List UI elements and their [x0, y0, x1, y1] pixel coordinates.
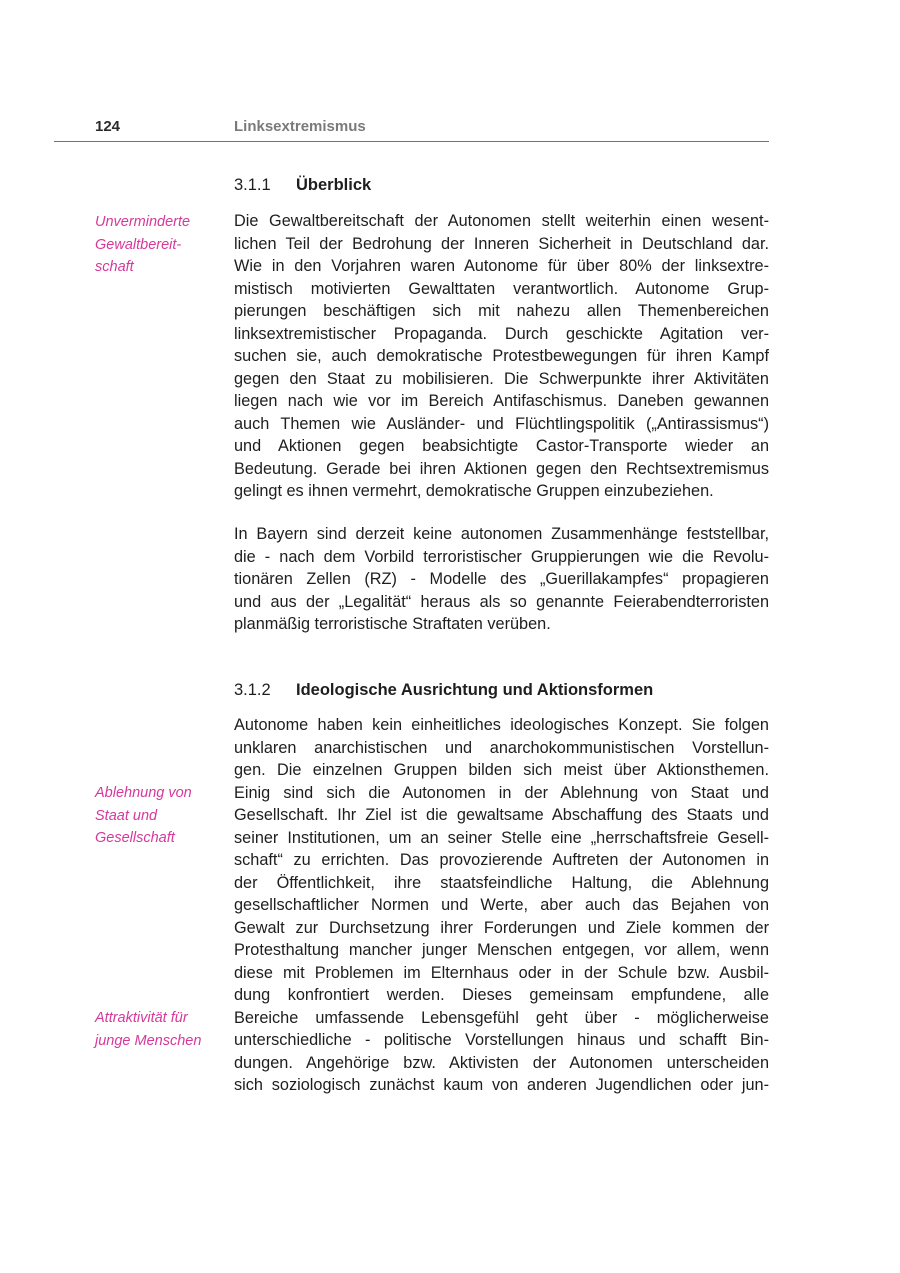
margin-note-line: Gesellschaft	[95, 830, 175, 846]
paragraph-overview-1	[234, 210, 769, 503]
text-line: gen. Die einzelnen Gruppen bilden sich meist über Aktionsthemen.	[234, 761, 769, 779]
text-line: auch Themen wie Ausländer- und Flüchtlingspolitik („Antirassismus“)	[234, 414, 769, 433]
margin-note-gewaltbereitschaft	[95, 211, 220, 279]
margin-note-line: Gewaltbereit-	[95, 236, 182, 253]
page-number: 124	[95, 118, 121, 135]
text-line: Die Gewaltbereitschaft der Autonomen stellt weiterhin einen wesent-	[234, 212, 769, 230]
paragraph-ideology-1	[234, 714, 769, 1097]
section-title: Überblick	[296, 176, 372, 194]
section-heading-ideology	[234, 681, 653, 700]
section-number: 3.1.1	[234, 176, 271, 194]
text-line: Autonome haben kein einheitliches ideologisches Konzept. Sie folgen	[234, 716, 769, 734]
text-line: schaft“ zu errichten. Das provozierende Auftreten der Autonomen in	[234, 851, 769, 869]
text-line: Einig sind sich die Autonomen in der Ablehnung von Staat und	[234, 783, 769, 802]
margin-note-ablehnung	[95, 782, 220, 850]
text-line: liegen nach wie vor im Bereich Antifaschismus. Daneben gewannen	[234, 392, 769, 410]
margin-note-line: Staat und	[95, 807, 158, 824]
text-line: planmäßig terroristische Straftaten verüben.	[234, 615, 551, 633]
margin-note-line: schaft	[95, 259, 134, 275]
text-line: Protesthaltung mancher junger Menschen entgegen, vor allem, wenn	[234, 941, 769, 959]
text-line: unterschiedliche - politische Vorstellungen hinaus und schafft Bin-	[234, 1031, 769, 1049]
text-line: pierungen beschäftigen sich mit nahezu allen Themenbereichen	[234, 302, 769, 320]
text-line: suchen sie, auch demokratische Protestbewegungen für ihren Kampf	[234, 347, 769, 365]
text-line: In Bayern sind derzeit keine autonomen Zusammenhänge feststellbar,	[234, 525, 769, 543]
margin-note-line: Unverminderte	[95, 214, 191, 230]
text-line: dung konfrontiert werden. Dieses gemeinsam empfundene, alle	[234, 986, 769, 1004]
paragraph-overview-2	[234, 523, 769, 636]
margin-note-line: Attraktivität für	[95, 1010, 188, 1026]
section-title: Ideologische Ausrichtung und Aktionsformen	[296, 681, 654, 699]
text-line: sich soziologisch zunächst kaum von anderen Jugendlichen oder jun-	[234, 1076, 769, 1094]
text-line: gesellschaftlicher Normen und Werte, aber auch das Bejahen von	[234, 896, 769, 914]
text-line: seiner Institutionen, um an seiner Stelle eine „herrschaftsfreie Gesell-	[234, 828, 769, 847]
text-line: Gewalt zur Durchsetzung ihrer Forderungen und Ziele kommen der	[234, 918, 769, 937]
text-line: dungen. Angehörige bzw. Aktivisten der Autonomen unterscheiden	[234, 1053, 769, 1072]
margin-note-line: junge Menschen	[95, 1032, 202, 1049]
text-line: mistisch motivierten Gewalttaten verantwortlich. Autonome Grup-	[234, 279, 769, 298]
text-line: gegen den Staat zu mobilisieren. Die Schwerpunkte ihrer Aktivitäten	[234, 369, 769, 388]
running-title: Linksextremismus	[234, 118, 366, 135]
text-line: lichen Teil der Bedrohung der Inneren Sicherheit in Deutschland dar.	[234, 234, 769, 253]
text-line: diese mit Problemen im Elternhaus oder in der Schule bzw. Ausbil-	[234, 963, 769, 982]
header-rule	[54, 141, 769, 142]
text-line: der Öffentlichkeit, ihre staatsfeindliche Haltung, die Ablehnung	[234, 873, 769, 892]
section-heading-overview	[234, 176, 371, 195]
text-line: und aus der „Legalität“ heraus als so genannte Feierabendterroristen	[234, 592, 769, 611]
text-line: tionären Zellen (RZ) - Modelle des „Guerillakampfes“ propagieren	[234, 570, 769, 588]
section-number: 3.1.2	[234, 681, 271, 699]
text-line: linksextremistischer Propaganda. Durch geschickte Agitation ver-	[234, 324, 769, 343]
text-line: Bereiche umfassende Lebensgefühl geht über - möglicherweise	[234, 1008, 769, 1027]
text-line: und Aktionen gegen beabsichtigte Castor-Transporte wieder an	[234, 437, 769, 455]
running-header	[0, 116, 900, 146]
text-line: die - nach dem Vorbild terroristischer Gruppierungen wie die Revolu-	[234, 547, 769, 566]
text-line: gelingt es ihnen vermehrt, demokratische Gruppen einzubeziehen.	[234, 482, 714, 500]
margin-note-line: Ablehnung von	[95, 785, 192, 801]
margin-note-attraktivitaet	[95, 1007, 220, 1052]
text-line: Wie in den Vorjahren waren Autonome für über 80% der linksextre-	[234, 257, 769, 275]
text-line: Gesellschaft. Ihr Ziel ist die gewaltsame Abschaffung des Staats und	[234, 806, 769, 824]
text-line: Bedeutung. Gerade bei ihren Aktionen gegen den Rechtsextremismus	[234, 459, 769, 478]
text-line: unklaren anarchistischen und anarchokommunistischen Vorstellun-	[234, 738, 769, 757]
